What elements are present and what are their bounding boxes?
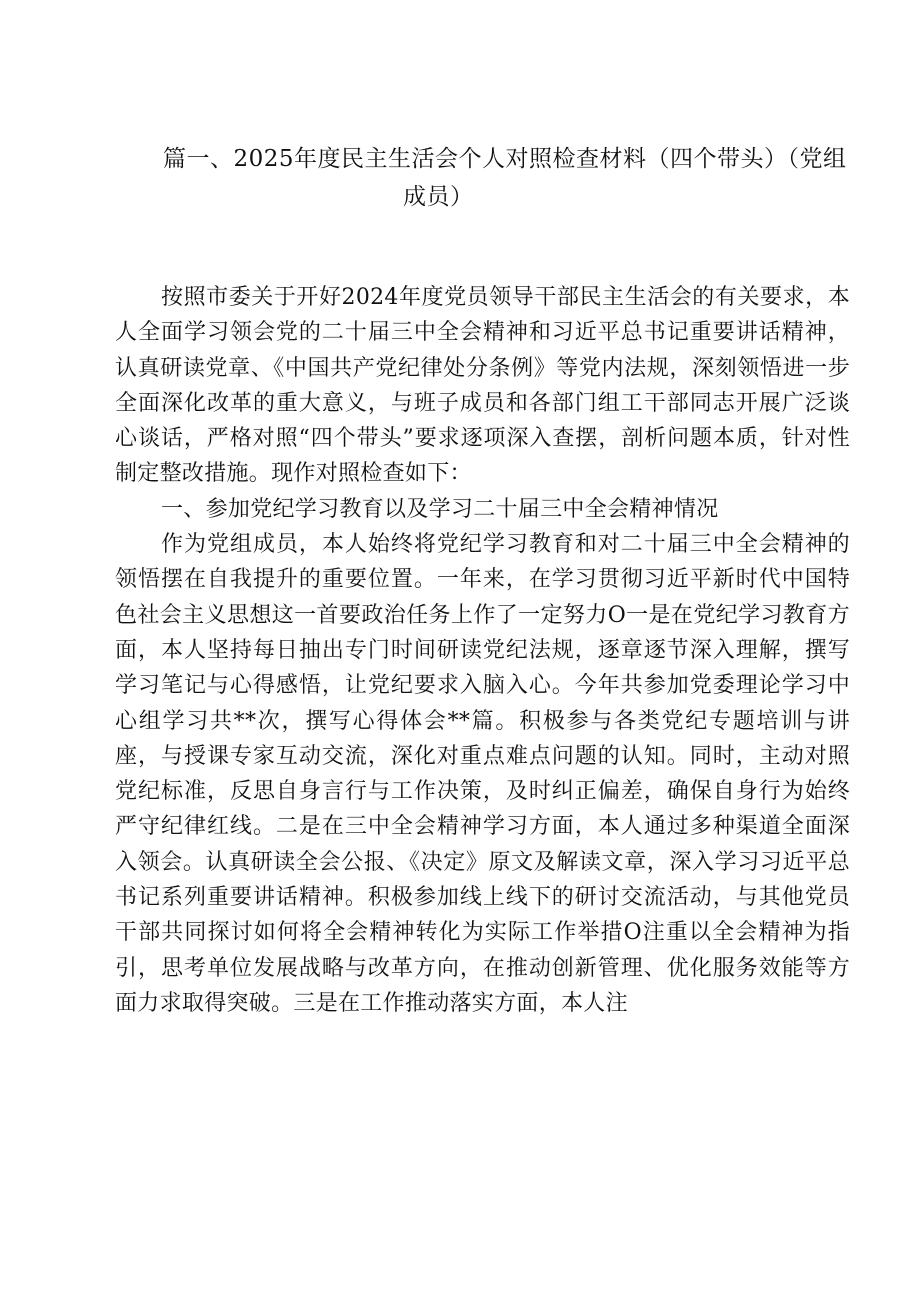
intro-paragraph: 按照市委关于开好2024年度党员领导干部民主生活会的有关要求，本人全面学习领会党的二十届三中全会精神和习近平总书记重要讲话精神，认真研读党章、《中国共产党纪律处分条例》等党内法规，深刻领悟进一步全面深化改革的重大意义，与班子成员和各部门组工干部同志开展广泛谈心谈话，严格对照“四个带头”要求逐项深入查摆，剖析问题本质，针对性制定整改措施。现作对照检查如下：: [115, 285, 850, 487]
section-heading: 一、参加党纪学习教育以及学习二十届三中全会精神情况: [161, 496, 719, 522]
body-paragraph: 作为党组成员，本人始终将党纪学习教育和对二十届三中全会精神的领悟摆在自我提升的重要位置。一年来，在学习贯彻习近平新时代中国特色社会主义思想这一首要政治任务上作了一定努力O一是在党纪学习教育方面，本人坚持每日抽出专门时间研读党纪法规，逐章逐节深入理解，撰写学习笔记与心得感悟，让党纪要求入脑入心。今年共参加党委理论学习中心组学习共**次，撰写心得体会**篇。积极参与各类党纪专题培训与讲座，与授课专家互动交流，深化对重点难点问题的认知。同时，主动对照党纪标准，反思自身言行与工作决策，及时纠正偏差，确保自身行为始终严守纪律红线。二是在三中全会精神学习方面，本人通过多种渠道全面深入领会。认真研读全会公报、《决定》原文及解读文章，深入学习习近平总书记系列重要讲话精神。积极参加线上线下的研讨交流活动，与其他党员干部共同探讨如何将全会精神转化为实际工作举措O注重以全会精神为指引，思考单位发展战略与改革方向，在推动创新管理、优化服务效能等方面力求取得突破。三是在工作推动落实方面，本人注: [115, 532, 850, 1016]
document-body: [115, 280, 850, 1021]
title-line-1: 篇一、2025年度民主生活会个人对照检查材料（四个带头）（党组: [163, 146, 847, 172]
title-line-2: 成员）: [403, 184, 474, 210]
